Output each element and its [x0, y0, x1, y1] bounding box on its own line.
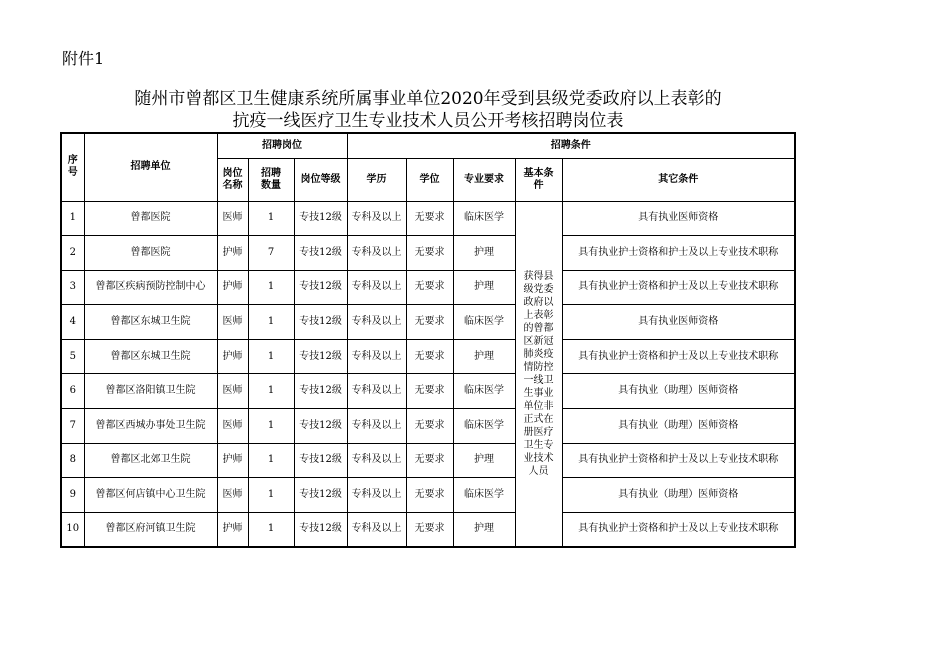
cell-education: 专科及以上	[347, 478, 406, 513]
cell-post: 护师	[217, 236, 248, 271]
cell-count: 1	[248, 339, 294, 374]
cell-post: 医师	[217, 305, 248, 340]
cell-other-condition: 具有执业（助理）医师资格	[562, 374, 795, 409]
cell-unit: 曾都区洛阳镇卫生院	[84, 374, 217, 409]
table-row	[61, 409, 795, 444]
cell-count: 1	[248, 374, 294, 409]
cell-count: 1	[248, 305, 294, 340]
cell-unit: 曾都区北郊卫生院	[84, 443, 217, 478]
cell-degree: 无要求	[406, 409, 453, 444]
table-row	[61, 443, 795, 478]
cell-seq: 7	[61, 409, 84, 444]
cell-degree: 无要求	[406, 201, 453, 236]
cell-degree: 无要求	[406, 305, 453, 340]
cell-major: 临床医学	[453, 409, 515, 444]
cell-other-condition: 具有执业（助理）医师资格	[562, 478, 795, 513]
header-major: 专业要求	[453, 158, 515, 201]
table-row	[61, 270, 795, 305]
cell-post: 医师	[217, 374, 248, 409]
header-grade: 岗位等级	[294, 158, 347, 201]
cell-degree: 无要求	[406, 512, 453, 547]
document-title-line2: 抗疫一线医疗卫生专业技术人员公开考核招聘岗位表	[232, 111, 624, 131]
cell-seq: 3	[61, 270, 84, 305]
cell-unit: 曾都医院	[84, 236, 217, 271]
cell-unit: 曾都医院	[84, 201, 217, 236]
cell-count: 1	[248, 270, 294, 305]
cell-grade: 专技12级	[294, 270, 347, 305]
cell-education: 专科及以上	[347, 374, 406, 409]
cell-education: 专科及以上	[347, 409, 406, 444]
header-post-name: 岗位名称	[217, 158, 248, 201]
cell-count: 1	[248, 443, 294, 478]
cell-grade: 专技12级	[294, 443, 347, 478]
cell-major: 护理	[453, 236, 515, 271]
cell-grade: 专技12级	[294, 236, 347, 271]
cell-count: 1	[248, 201, 294, 236]
cell-other-condition: 具有执业医师资格	[562, 201, 795, 236]
cell-major: 临床医学	[453, 374, 515, 409]
cell-count: 1	[248, 478, 294, 513]
cell-education: 专科及以上	[347, 236, 406, 271]
table-row	[61, 512, 795, 547]
cell-post: 护师	[217, 270, 248, 305]
attachment-label: 附件1	[62, 49, 105, 68]
cell-basic-condition: 获得县级党委政府以上表彰的曾都区新冠肺炎疫情防控一线卫生事业单位非正式在册医疗卫生专业技术人员	[515, 201, 562, 547]
cell-major: 临床医学	[453, 305, 515, 340]
cell-other-condition: 具有执业护士资格和护士及以上专业技术职称	[562, 443, 795, 478]
cell-seq: 6	[61, 374, 84, 409]
document-title-line1: 随州市曾都区卫生健康系统所属事业单位2020年受到县级党委政府以上表彰的	[134, 89, 722, 109]
cell-major: 护理	[453, 443, 515, 478]
cell-grade: 专技12级	[294, 374, 347, 409]
cell-unit: 曾都区何店镇中心卫生院	[84, 478, 217, 513]
cell-grade: 专技12级	[294, 478, 347, 513]
cell-degree: 无要求	[406, 443, 453, 478]
table-row	[61, 374, 795, 409]
cell-count: 1	[248, 512, 294, 547]
cell-seq: 9	[61, 478, 84, 513]
table-row	[61, 305, 795, 340]
cell-post: 医师	[217, 201, 248, 236]
cell-seq: 8	[61, 443, 84, 478]
cell-grade: 专技12级	[294, 305, 347, 340]
cell-other-condition: 具有执业护士资格和护士及以上专业技术职称	[562, 270, 795, 305]
cell-count: 7	[248, 236, 294, 271]
header-seq: 序号	[61, 133, 84, 201]
cell-other-condition: 具有执业护士资格和护士及以上专业技术职称	[562, 512, 795, 547]
header-condition-group: 招聘条件	[347, 133, 795, 158]
cell-unit: 曾都区府河镇卫生院	[84, 512, 217, 547]
cell-degree: 无要求	[406, 478, 453, 513]
cell-major: 临床医学	[453, 201, 515, 236]
cell-other-condition: 具有执业护士资格和护士及以上专业技术职称	[562, 339, 795, 374]
header-unit: 招聘单位	[84, 133, 217, 201]
cell-unit: 曾都区西城办事处卫生院	[84, 409, 217, 444]
cell-post: 护师	[217, 512, 248, 547]
cell-seq: 5	[61, 339, 84, 374]
header-basic: 基本条件	[515, 158, 562, 201]
header-education: 学历	[347, 158, 406, 201]
cell-education: 专科及以上	[347, 270, 406, 305]
cell-education: 专科及以上	[347, 305, 406, 340]
cell-education: 专科及以上	[347, 512, 406, 547]
cell-education: 专科及以上	[347, 443, 406, 478]
cell-unit: 曾都区东城卫生院	[84, 339, 217, 374]
cell-major: 护理	[453, 339, 515, 374]
cell-seq: 10	[61, 512, 84, 547]
table-row	[61, 236, 795, 271]
header-degree: 学位	[406, 158, 453, 201]
cell-other-condition: 具有执业（助理）医师资格	[562, 409, 795, 444]
cell-grade: 专技12级	[294, 339, 347, 374]
cell-post: 医师	[217, 478, 248, 513]
cell-post: 护师	[217, 339, 248, 374]
cell-major: 临床医学	[453, 478, 515, 513]
header-post-group: 招聘岗位	[217, 133, 347, 158]
cell-grade: 专技12级	[294, 409, 347, 444]
cell-seq: 1	[61, 201, 84, 236]
cell-unit: 曾都区疾病预防控制中心	[84, 270, 217, 305]
table-row	[61, 339, 795, 374]
cell-seq: 2	[61, 236, 84, 271]
cell-major: 护理	[453, 512, 515, 547]
cell-degree: 无要求	[406, 270, 453, 305]
recruitment-table	[60, 132, 796, 548]
cell-unit: 曾都区东城卫生院	[84, 305, 217, 340]
cell-education: 专科及以上	[347, 339, 406, 374]
cell-education: 专科及以上	[347, 201, 406, 236]
cell-other-condition: 具有执业护士资格和护士及以上专业技术职称	[562, 236, 795, 271]
header-other: 其它条件	[562, 158, 795, 201]
cell-degree: 无要求	[406, 339, 453, 374]
cell-post: 医师	[217, 409, 248, 444]
cell-other-condition: 具有执业医师资格	[562, 305, 795, 340]
header-count: 招聘数量	[248, 158, 294, 201]
cell-degree: 无要求	[406, 236, 453, 271]
cell-count: 1	[248, 409, 294, 444]
cell-major: 护理	[453, 270, 515, 305]
cell-grade: 专技12级	[294, 512, 347, 547]
cell-degree: 无要求	[406, 374, 453, 409]
table-row	[61, 201, 795, 236]
cell-post: 护师	[217, 443, 248, 478]
cell-grade: 专技12级	[294, 201, 347, 236]
table-row	[61, 478, 795, 513]
cell-seq: 4	[61, 305, 84, 340]
